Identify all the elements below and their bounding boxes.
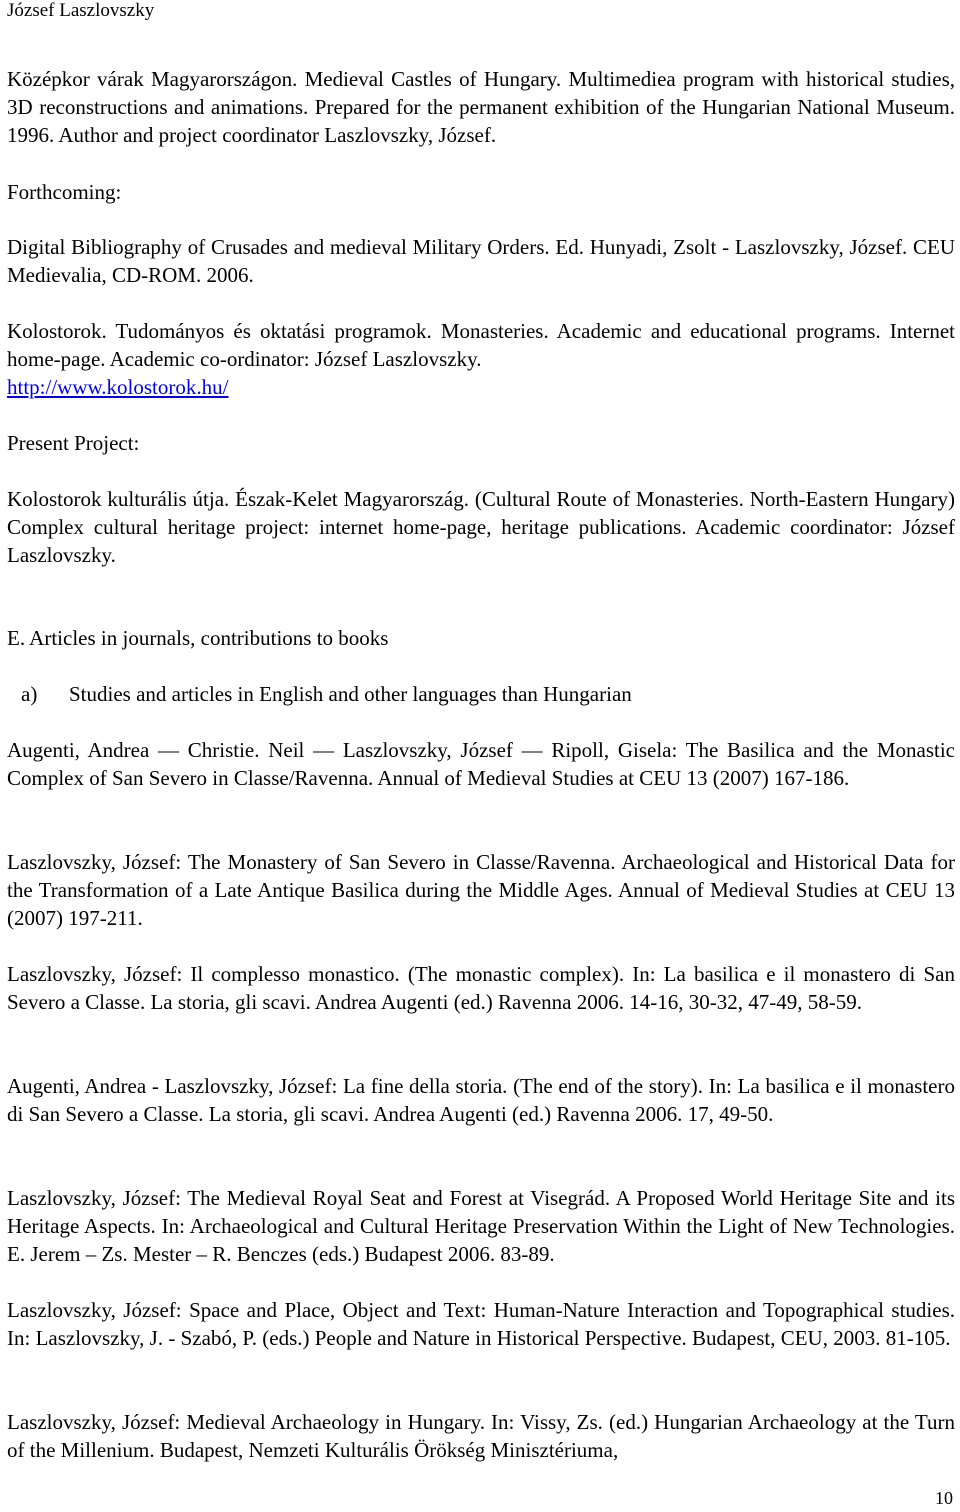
article-entry: Augenti, Andrea - Laszlovszky, József: La fine della storia. (The end of the story). In: La basilica e il monastero di San Severo a Classe. La storia, gli scavi. Andrea Augenti (ed.) Ravenna 2006. 17, 49-50. [7, 1074, 955, 1126]
subsection-title: Studies and articles in English and other languages than Hungarian [69, 682, 632, 706]
article-entry: Laszlovszky, József: The Medieval Royal Seat and Forest at Visegrád. A Proposed World Heritage Site and its Heritage Aspects. In: Archaeological and Cultural Heritage Preservation Within the Light of New Technologies. E. Jerem – Zs. Mester – R. Benczes (eds.) Budapest 2006. 83-89. [7, 1186, 955, 1266]
article-entry: Laszlovszky, József: The Monastery of San Severo in Classe/Ravenna. Archaeological and Historical Data for the Transformation of a Late Antique Basilica during the Middle Ages. Annual of Medieval Studies at CEU 13 (2007) 197-211. [7, 850, 955, 930]
page-number: 10 [935, 1488, 953, 1508]
kolostorok-text: Kolostorok. Tudományos és oktatási programok. Monasteries. Academic and educational programs. Internet home-page. Academic co-ordinator: József Laszlovszky. [7, 319, 955, 371]
article-entry: Laszlovszky, József: Il complesso monastico. (The monastic complex). In: La basilica e il monastero di San Severo a Classe. La storia, gli scavi. Andrea Augenti (ed.) Ravenna 2006. 14-16, 30-32, 47-49, 58-59. [7, 962, 955, 1014]
forthcoming-label: Forthcoming: [7, 180, 122, 204]
article-entry: Augenti, Andrea — Christie. Neil — Laszlovszky, József — Ripoll, Gisela: The Basilica and the Monastic Complex of San Severo in Classe/Ravenna. Annual of Medieval Studies at CEU 13 (2007) 167-186. [7, 738, 955, 790]
running-head: József Laszlovszky [7, 0, 155, 21]
article-entry: Laszlovszky, József: Medieval Archaeology in Hungary. In: Vissy, Zs. (ed.) Hungarian Archaeology at the Turn of the Millenium. Budapest, Nemzeti Kulturális Örökség Minisztériuma, [7, 1410, 955, 1462]
subsection-letter: a) [21, 682, 38, 706]
article-entry: Laszlovszky, József: Space and Place, Object and Text: Human-Nature Interaction and Topographical studies. In: Laszlovszky, J. - Szabó, P. (eds.) People and Nature in Historical Perspective. Budapest, CEU, 2003. 81-105. [7, 1298, 955, 1350]
entry-cultural-route: Kolostorok kulturális útja. Észak-Kelet Magyarország. (Cultural Route of Monasteries. North-Eastern Hungary) Complex cultural heritage project: internet home-page, heritage publications. Academic coordinator: József Laszlovszky. [7, 487, 955, 567]
entry-castles: Középkor várak Magyarországon. Medieval Castles of Hungary. Multimediea program with historical studies, 3D reconstructions and animations. Prepared for the permanent exhibition of the Hungarian National Museum. 1996. Author and project coordinator Laszlovszky, József. [7, 67, 955, 147]
kolostorok-link[interactable]: http://www.kolostorok.hu/ [7, 375, 229, 399]
present-project-label: Present Project: [7, 431, 140, 455]
entry-kolostorok [7, 317, 955, 401]
section-e-heading: E. Articles in journals, contributions to books [7, 626, 389, 650]
entry-bibliography: Digital Bibliography of Crusades and medieval Military Orders. Ed. Hunyadi, Zsolt - Laszlovszky, József. CEU Medievalia, CD-ROM. 2006. [7, 235, 955, 287]
